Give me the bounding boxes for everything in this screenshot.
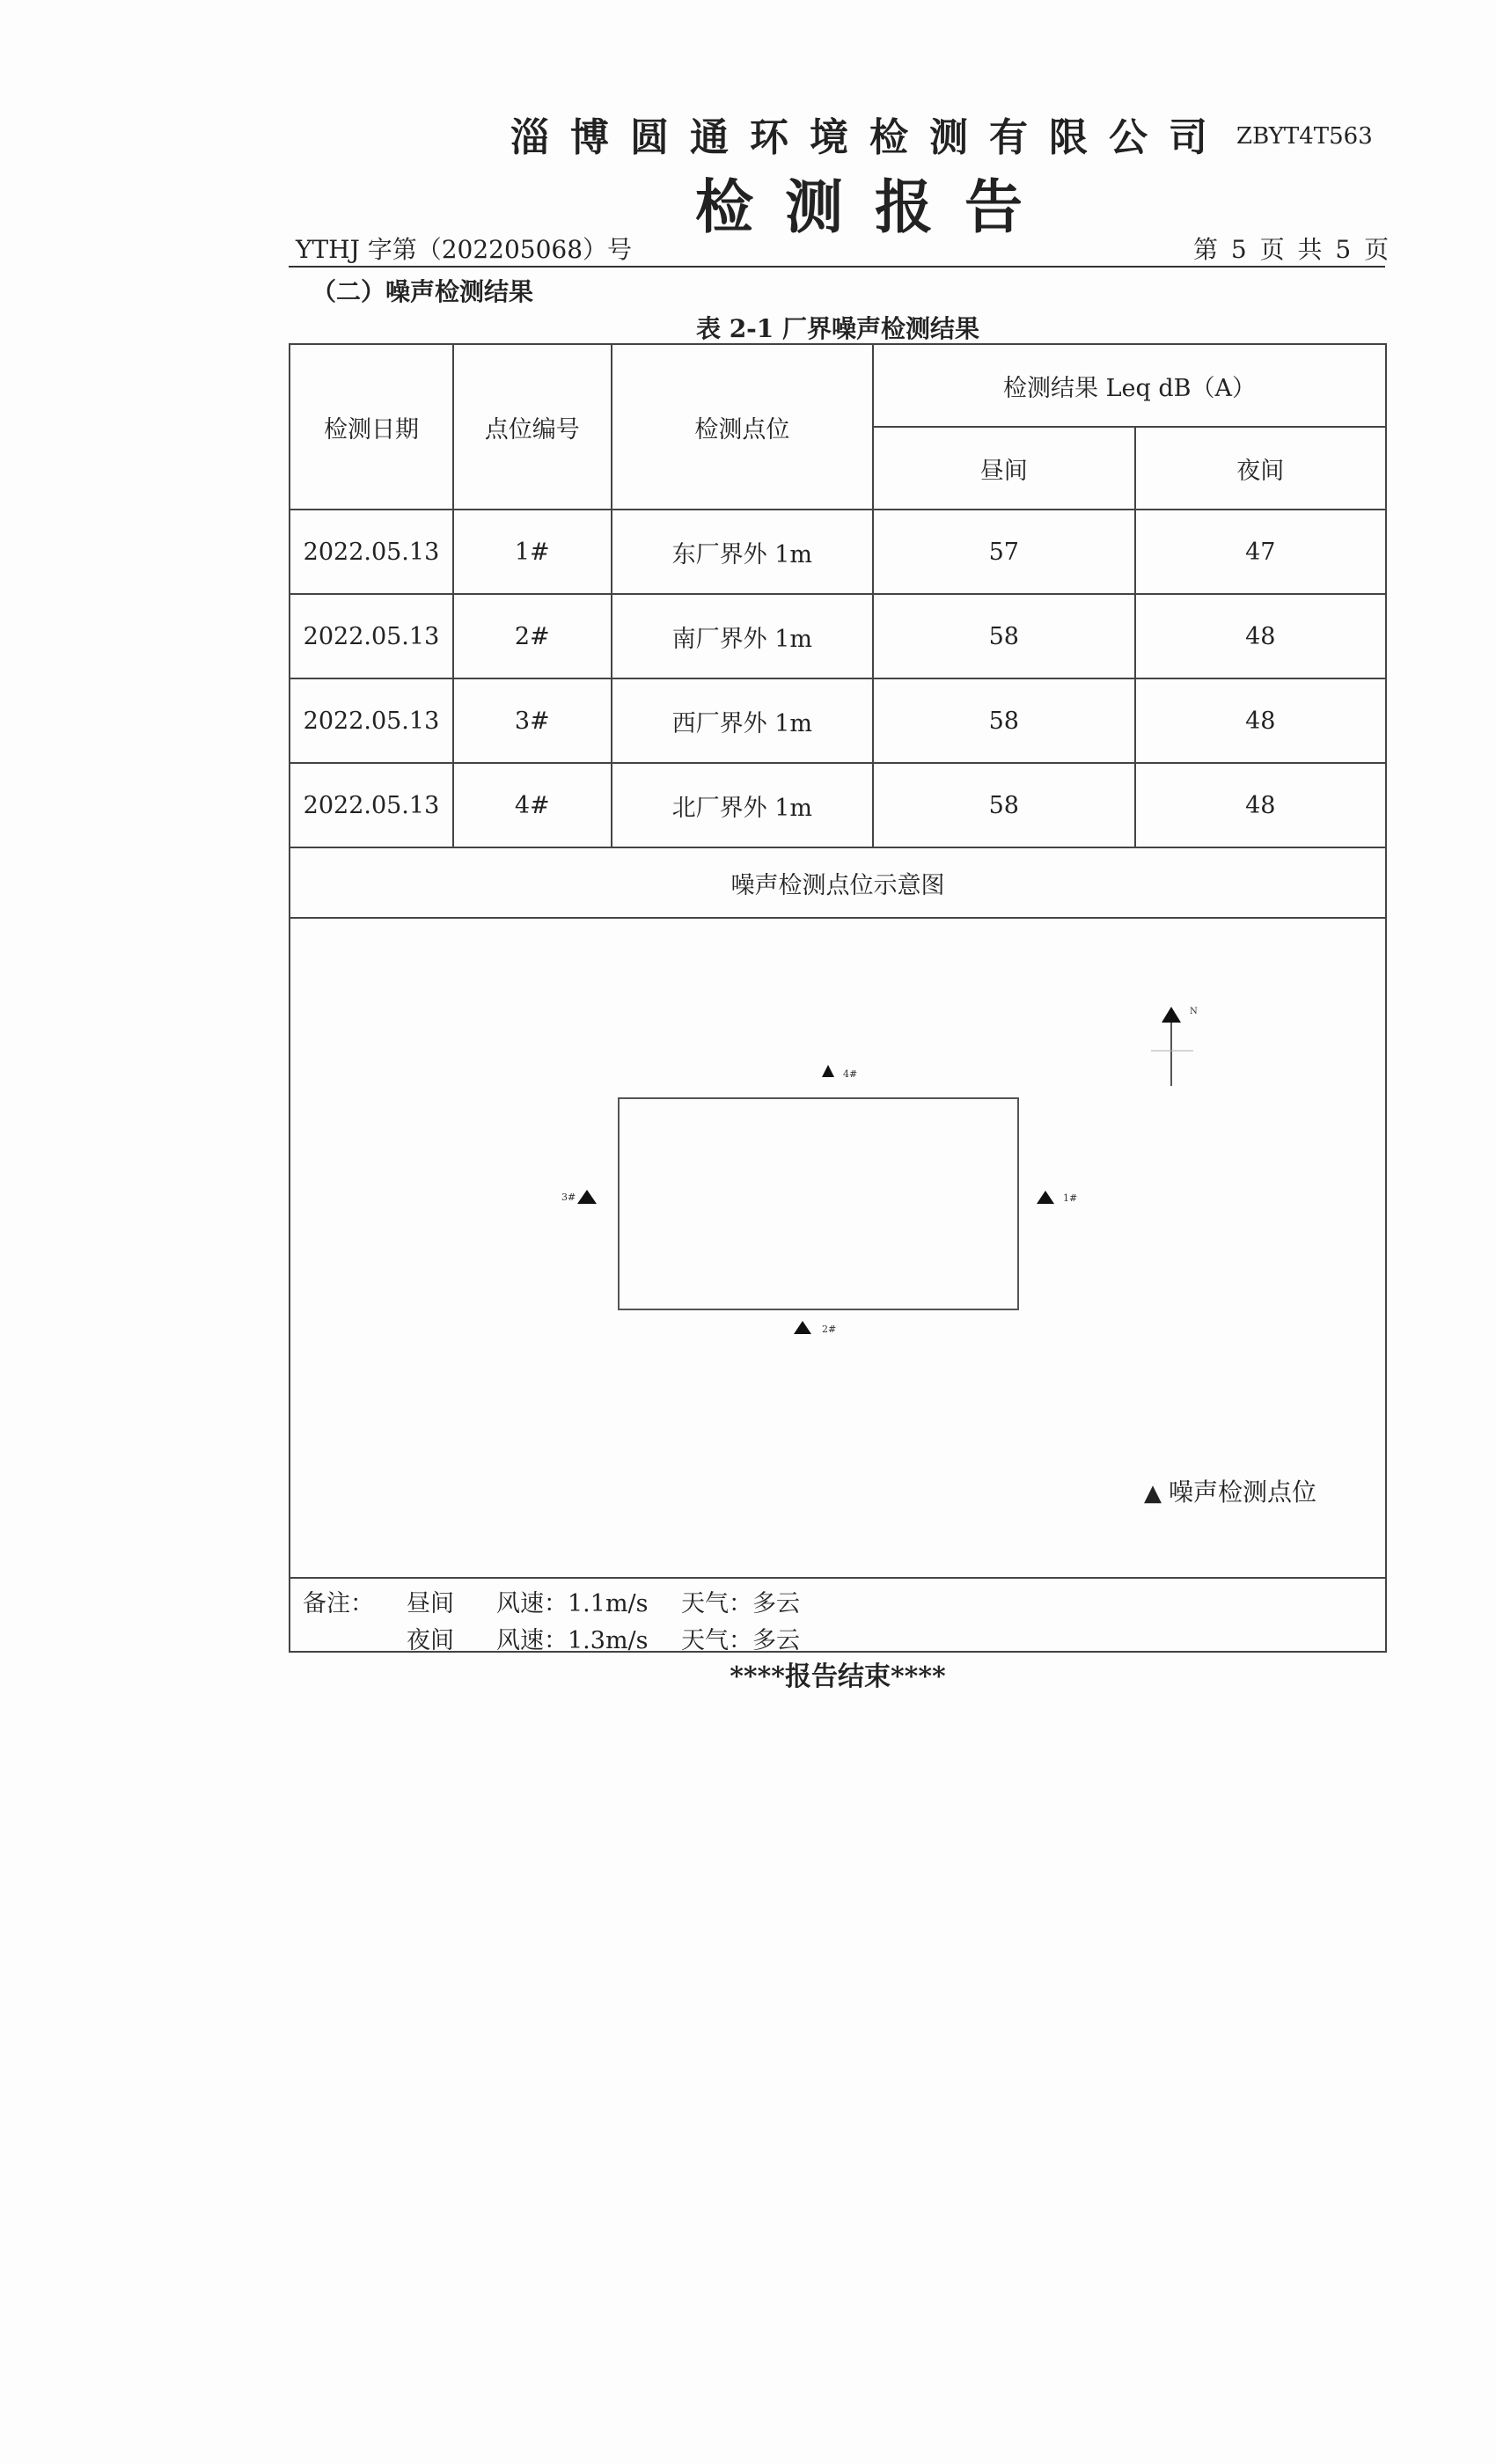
remarks-weather: 天气：多云: [681, 1627, 800, 1654]
remarks-wind: 风速：1.1m/s: [496, 1590, 649, 1617]
cell-night: 48: [1135, 678, 1387, 763]
triangle-marker-icon: ▲: [1144, 1480, 1162, 1507]
point-4-label: 4#: [843, 1068, 858, 1080]
remarks-weather: 天气：多云: [681, 1590, 800, 1617]
remarks-label: 备注：: [303, 1590, 374, 1617]
north-arrow-icon: [1162, 1007, 1181, 1023]
company-name: 淄博圆通环境检测有限公司: [510, 115, 1228, 160]
cell-day: 58: [873, 678, 1134, 763]
cell-location: 北厂界外 1m: [612, 763, 873, 847]
point-1-label: 1#: [1063, 1192, 1078, 1204]
cell-date: 2022.05.13: [290, 763, 453, 847]
remarks-period: 昼间: [407, 1590, 454, 1617]
point-3-marker: [577, 1190, 597, 1204]
diagram-caption: 噪声检测点位示意图: [290, 847, 1386, 918]
header-point-no: 点位编号: [453, 344, 612, 510]
cell-date: 2022.05.13: [290, 510, 453, 594]
cell-night: 47: [1135, 510, 1387, 594]
cell-date: 2022.05.13: [290, 594, 453, 678]
cell-point: 2#: [453, 594, 612, 678]
remarks-row-night: [407, 1621, 800, 1655]
section-title: （二）噪声检测结果: [312, 277, 534, 306]
diagram-legend: [1144, 1473, 1316, 1508]
page-info: 第 5 页 共 5 页: [1193, 235, 1392, 264]
cell-date: 2022.05.13: [290, 678, 453, 763]
point-1-marker: [1037, 1191, 1054, 1204]
cell-night: 48: [1135, 594, 1387, 678]
header-night: 夜间: [1135, 427, 1387, 510]
point-4-marker: [822, 1065, 834, 1077]
table-row: [290, 763, 1386, 847]
point-3-label: 3#: [561, 1192, 576, 1203]
table-row: [290, 594, 1386, 678]
point-2-label: 2#: [822, 1324, 837, 1335]
cell-day: 57: [873, 510, 1134, 594]
remarks-wind: 风速：1.3m/s: [496, 1627, 649, 1654]
cell-day: 58: [873, 763, 1134, 847]
cell-night: 48: [1135, 763, 1387, 847]
report-title: 检测报告: [695, 172, 1054, 241]
point-2-marker: [794, 1321, 811, 1334]
report-number: YTHJ 字第（202205068）号: [296, 235, 633, 264]
table-title: [0, 310, 1496, 345]
cell-point: 1#: [453, 510, 612, 594]
cell-location: 南厂界外 1m: [612, 594, 873, 678]
cell-day: 58: [873, 594, 1134, 678]
cell-location: 西厂界外 1m: [612, 678, 873, 763]
cell-point: 3#: [453, 678, 612, 763]
table-row: [290, 510, 1386, 594]
noise-results-table: [289, 343, 1387, 919]
remarks-box: [289, 1577, 1387, 1653]
legend-label: 噪声检测点位: [1169, 1478, 1317, 1507]
cell-point: 4#: [453, 763, 612, 847]
plant-boundary: [619, 1098, 1018, 1309]
remarks-period: 夜间: [407, 1627, 454, 1654]
table-title-text: 表 2-1 厂界噪声检测结果: [695, 314, 980, 343]
cell-location: 东厂界外 1m: [612, 510, 873, 594]
header-divider: [289, 266, 1385, 268]
north-label: N: [1190, 1007, 1198, 1016]
header-location: 检测点位: [612, 344, 873, 510]
header-date: 检测日期: [290, 344, 453, 510]
table-row: [290, 678, 1386, 763]
document-code: ZBYT4T563: [1236, 123, 1373, 150]
header-result: 检测结果 Leq dB（A）: [873, 344, 1386, 427]
remarks-row-day: [407, 1584, 800, 1618]
header-day: 昼间: [873, 427, 1134, 510]
report-end-marker: ****报告结束****: [730, 1661, 946, 1692]
